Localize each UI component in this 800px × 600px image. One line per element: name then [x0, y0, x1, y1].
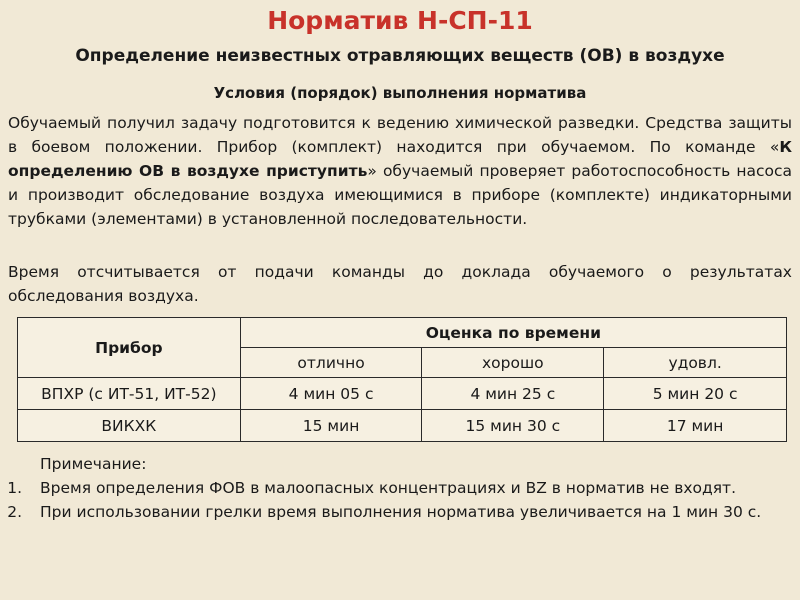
page-title: Норматив Н-СП-11: [267, 6, 533, 35]
list-item: [0, 476, 800, 500]
time-good: 4 мин 25 с: [422, 378, 604, 410]
time-good: 15 мин 30 с: [422, 410, 604, 442]
table-row: [18, 410, 787, 442]
time-excellent: 4 мин 05 с: [240, 378, 422, 410]
timing-paragraph: Время отсчитывается от подачи команды до доклада обучаемого о результатах обследования воздуха.: [8, 263, 792, 305]
note-title: Примечание:: [40, 455, 147, 473]
note-block: [0, 452, 800, 524]
time-satisfactory: 5 мин 20 с: [604, 378, 787, 410]
page-subtitle: Определение неизвестных отравляющих веществ (ОВ) в воздухе: [75, 46, 725, 66]
time-excellent: 15 мин: [240, 410, 422, 442]
table-row: [18, 378, 787, 410]
note-item-text: При использовании грелки время выполнения норматива увеличивается на 1 мин 30 с.: [40, 503, 762, 521]
device-name: ВИКХК: [18, 410, 241, 442]
time-satisfactory: 17 мин: [604, 410, 787, 442]
header-grade-satisfactory: удовл.: [604, 348, 787, 378]
header-score: Оценка по времени: [240, 318, 786, 348]
note-item-number: 1.: [7, 479, 22, 497]
header-grade-good: хорошо: [422, 348, 604, 378]
header-grade-excellent: отлично: [240, 348, 422, 378]
header-device: Прибор: [18, 318, 241, 378]
device-name: ВПХР (с ИТ-51, ИТ-52): [18, 378, 241, 410]
conditions-text-end: » обучаемый проверяет работоспособность насоса и производит обследование воздуха имеющимися в приборе (комплекте) индикаторными трубками (элементами) в установленной последовательности.: [8, 162, 793, 228]
note-item-number: 2.: [7, 503, 22, 521]
conditions-text-start: Обучаемый получил задачу подготовится к ведению химической разведки. Средства защиты в боевом положении. Прибор (комплект) находится при обучаемом. По команде «: [8, 114, 792, 156]
conditions-paragraph: [8, 111, 792, 231]
section-heading: Условия (порядок) выполнения норматива: [213, 84, 587, 102]
command-text: К определению ОВ в воздухе приступить: [8, 138, 792, 180]
list-item: [0, 500, 800, 524]
norm-table: [17, 317, 787, 442]
note-item-text: Время определения ФОВ в малоопасных концентрациях и BZ в норматив не входят.: [40, 479, 737, 497]
